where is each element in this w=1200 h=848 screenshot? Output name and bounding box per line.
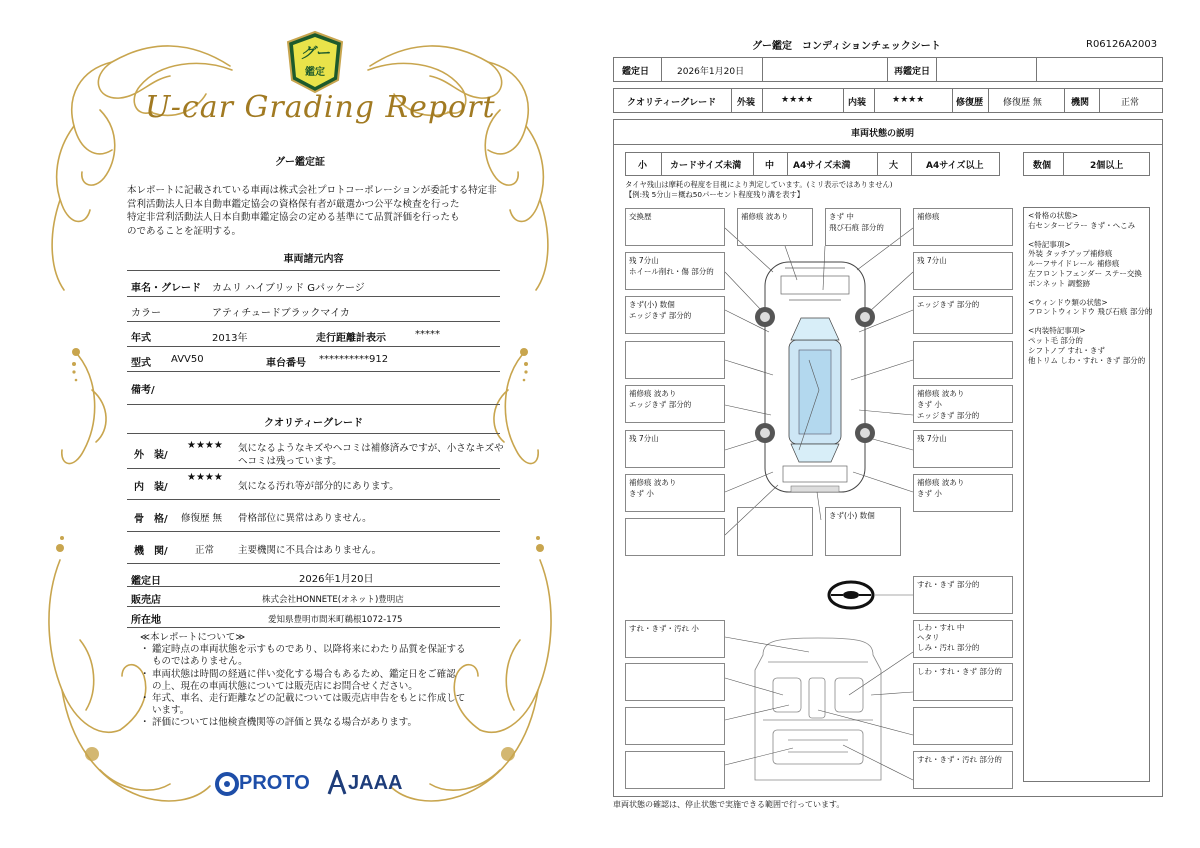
repair-history-label: 修復歴 <box>956 98 984 108</box>
shop-label: 販売店 <box>131 595 161 606</box>
quality-grade-label: クオリティーグレード <box>627 98 717 108</box>
legend-count-desc: 2個以上 <box>1090 161 1124 171</box>
notice-title: ≪本レポートについて≫ <box>140 632 246 643</box>
grade-label-exterior: 外 装/ <box>134 450 168 461</box>
tire-example: 【例:残 5分山＝概ね50パーセント程度残り溝を表す】 <box>625 190 805 199</box>
address-label: 所在地 <box>131 615 161 626</box>
note-box <box>625 341 725 379</box>
statement-line: のであることを証明する。 <box>127 225 242 237</box>
note-box: 補修痕 波あり <box>737 208 813 246</box>
note-box <box>625 518 725 556</box>
note-line: <特記事項> <box>1028 239 1071 249</box>
note-box <box>625 663 725 701</box>
grade-label-engine: 機 関/ <box>134 546 168 557</box>
note-box: 残 7分山 <box>625 430 725 468</box>
grade-value-exterior: ★★★★ <box>187 440 223 451</box>
note-box: 補修痕 波あり きず 小 エッジきず 部分的 <box>913 385 1013 423</box>
exterior-label: 外装 <box>737 98 756 108</box>
legend-small-desc: カードサイズ未満 <box>670 161 742 171</box>
note-box: きず 中 飛び石痕 部分的 <box>825 208 901 246</box>
note-line: <骨格の状態> <box>1028 211 1079 220</box>
note-line: <ウィンドウ類の状態> <box>1028 297 1108 307</box>
appraisal-date-value: 2026年1月20日 <box>677 67 745 77</box>
grade-value-engine: 正常 <box>195 545 215 556</box>
appraisal-date-value: 2026年1月20日 <box>299 574 374 585</box>
note-box: きず(小) 数個 <box>825 507 901 556</box>
year-label: 年式 <box>131 333 151 344</box>
note-line: ルーフサイドレール 補修痕 <box>1028 259 1120 269</box>
legend-count: 数個 <box>1033 161 1052 171</box>
shop-value: 株式会社HONNETE(オネット)豊明店 <box>262 595 404 605</box>
note-line: フロントウィンドウ 飛び石痕 部分的 <box>1028 307 1153 317</box>
proto-logo-icon <box>215 772 239 796</box>
remarks-label: 備考/ <box>131 385 155 396</box>
legend-medium: 中 <box>765 161 775 171</box>
note-box <box>913 341 1013 379</box>
note-box <box>625 751 725 789</box>
model-label: 型式 <box>131 358 151 369</box>
certificate-statement <box>127 184 497 238</box>
grade-desc-exterior-2: ヘコミは残っています。 <box>238 456 342 467</box>
engine-value: 正常 <box>1121 98 1140 108</box>
notice-item: ・ 鑑定時点の車両状態を示すものであり、以降将来にわたり品質を保証する ものではありません。 <box>140 644 466 668</box>
note-line: 外装 タッチアップ補修痕 <box>1028 249 1113 259</box>
mileage-value: ***** <box>415 329 440 340</box>
interior-label: 内装 <box>848 98 867 108</box>
certificate-heading: グー鑑定証 <box>275 157 325 168</box>
logo-text: グー <box>299 44 330 62</box>
note-box: 補修痕 波あり エッジきず 部分的 <box>625 385 725 423</box>
note-box: 残 7分山 <box>913 430 1013 468</box>
note-box: すれ・きず・汚れ 部分的 <box>913 751 1013 789</box>
jaaa-logo-icon <box>327 770 347 796</box>
jaaa-logo: JAAA <box>348 772 403 794</box>
specs-title: 車両諸元内容 <box>283 254 344 265</box>
note-line: ペット毛 部分的 <box>1028 335 1083 345</box>
grade-desc-interior: 気になる汚れ等が部分的にあります。 <box>238 481 399 492</box>
appraisal-date-label: 鑑定日 <box>131 576 161 587</box>
statement-line: 営利活動法人日本自動車鑑定協会の資格保有者が厳選かつ公平な検査を行った <box>127 198 460 210</box>
note-box: きず(小) 数個 エッジきず 部分的 <box>625 296 725 334</box>
grade-label-interior: 内 装/ <box>134 482 168 493</box>
note-box: エッジきず 部分的 <box>913 296 1013 334</box>
car-name-label: 車名・グレード <box>131 283 201 294</box>
color-label: カラー <box>131 308 161 319</box>
note-box: しわ・すれ 中 ヘタリ しみ・汚れ 部分的 <box>913 620 1013 658</box>
mileage-label: 走行距離計表示 <box>316 333 386 344</box>
note-box: しわ・すれ・きず 部分的 <box>913 663 1013 701</box>
steering-wheel-icon <box>829 582 873 608</box>
color-value: アティチュードブラックマイカ <box>212 308 350 319</box>
legend-small: 小 <box>638 161 648 171</box>
special-notes-panel <box>1023 207 1153 782</box>
notice-item: ・ 評価については他検査機関等の評価と異なる場合があります。 <box>140 717 418 729</box>
interior-car-outline <box>755 638 881 780</box>
note-box <box>913 707 1013 745</box>
grade-desc-exterior: 気になるようなキズやヘコミは補修済みですが、小さなキズや <box>238 443 504 454</box>
statement-line: 本レポートに記載されている車両は株式会社プロトコーポレーションが委託する特定非 <box>127 185 497 196</box>
tire-note: タイヤ残山は摩耗の程度を目視により判定しています。(ミリ表示ではありません) <box>625 180 893 189</box>
legend-large: 大 <box>889 161 899 171</box>
note-line: 左フロントフェンダー ステー交換 <box>1028 268 1142 278</box>
quality-title: クオリティーグレード <box>264 418 363 429</box>
chassis-label: 車台番号 <box>266 358 306 369</box>
exterior-car-outline <box>755 262 875 492</box>
reappraisal-date-label: 再鑑定日 <box>894 67 931 77</box>
note-line: 右センターピラー きず・へこみ <box>1028 220 1136 230</box>
note-box: 補修痕 <box>913 208 1013 246</box>
year-value: 2013年 <box>212 333 248 344</box>
appraisal-date-label: 鑑定日 <box>622 67 650 77</box>
note-line: ボンネット 調整跡 <box>1028 278 1091 288</box>
report-notice <box>140 632 500 730</box>
grade-desc-frame: 骨格部位に異常はありません。 <box>238 513 372 524</box>
note-line: シフトノブ すれ・きず <box>1028 345 1105 355</box>
note-line: <内装特記事項> <box>1028 326 1086 336</box>
note-box: 補修痕 波あり きず 小 <box>913 474 1013 512</box>
sheet-code: R06126A2003 <box>1086 39 1158 50</box>
engine-label: 機関 <box>1071 98 1090 108</box>
model-value: AVV50 <box>171 354 204 365</box>
report-script-title: U-car Grading Report <box>145 90 496 125</box>
grade-label-frame: 骨 格/ <box>134 514 168 525</box>
notice-item: ・ 年式、車名、走行距離などの記載については販売店申告をもとに作成して います。 <box>140 693 466 717</box>
proto-logo: PROTO <box>239 772 310 794</box>
note-box: 交換歴 <box>625 208 725 246</box>
grade-value-interior: ★★★★ <box>187 472 223 483</box>
car-name-value: カムリ ハイブリッド Gパッケージ <box>212 283 365 294</box>
explain-title: 車両状態の説明 <box>851 129 915 139</box>
address-value: 愛知県豊明市間米町鵜根1072-175 <box>268 615 403 625</box>
note-box: 残 7分山 <box>913 252 1013 290</box>
sheet-title: グー鑑定 コンディションチェックシート <box>752 41 941 52</box>
grade-value-frame: 修復歴 無 <box>181 513 223 524</box>
exterior-value: ★★★★ <box>781 95 814 105</box>
note-box: すれ・きず・汚れ 小 <box>625 620 725 658</box>
note-box <box>625 707 725 745</box>
note-line: 他トリム しわ・すれ・きず 部分的 <box>1028 355 1146 365</box>
notice-item: ・ 車両状態は時間の経過に伴い変化する場合もあるため、鑑定日をご確認 の上、現在の車両状態については販売店にお問合せください。 <box>140 668 456 692</box>
note-box <box>737 507 813 556</box>
note-box: 残 7分山 ホイール削れ・傷 部分的 <box>625 252 725 290</box>
sheet-footer-note: 車両状態の確認は、停止状態で実施できる範囲で行っています。 <box>613 800 845 809</box>
logo-subtext: 鑑定 <box>305 67 325 78</box>
repair-history-value: 修復歴 無 <box>1003 98 1042 108</box>
legend-large-desc: A4サイズ以上 <box>926 161 984 171</box>
note-box: すれ・きず 部分的 <box>913 576 1013 614</box>
legend-medium-desc: A4サイズ未満 <box>793 161 851 171</box>
grade-desc-engine: 主要機関に不具合はありません。 <box>238 545 382 556</box>
statement-line: 特定非営利活動法人日本自動車鑑定協会の定める基準にて品質評価を行ったも <box>127 212 460 224</box>
note-box: 補修痕 波あり きず 小 <box>625 474 725 512</box>
interior-value: ★★★★ <box>892 95 925 105</box>
chassis-value: **********912 <box>319 354 389 365</box>
